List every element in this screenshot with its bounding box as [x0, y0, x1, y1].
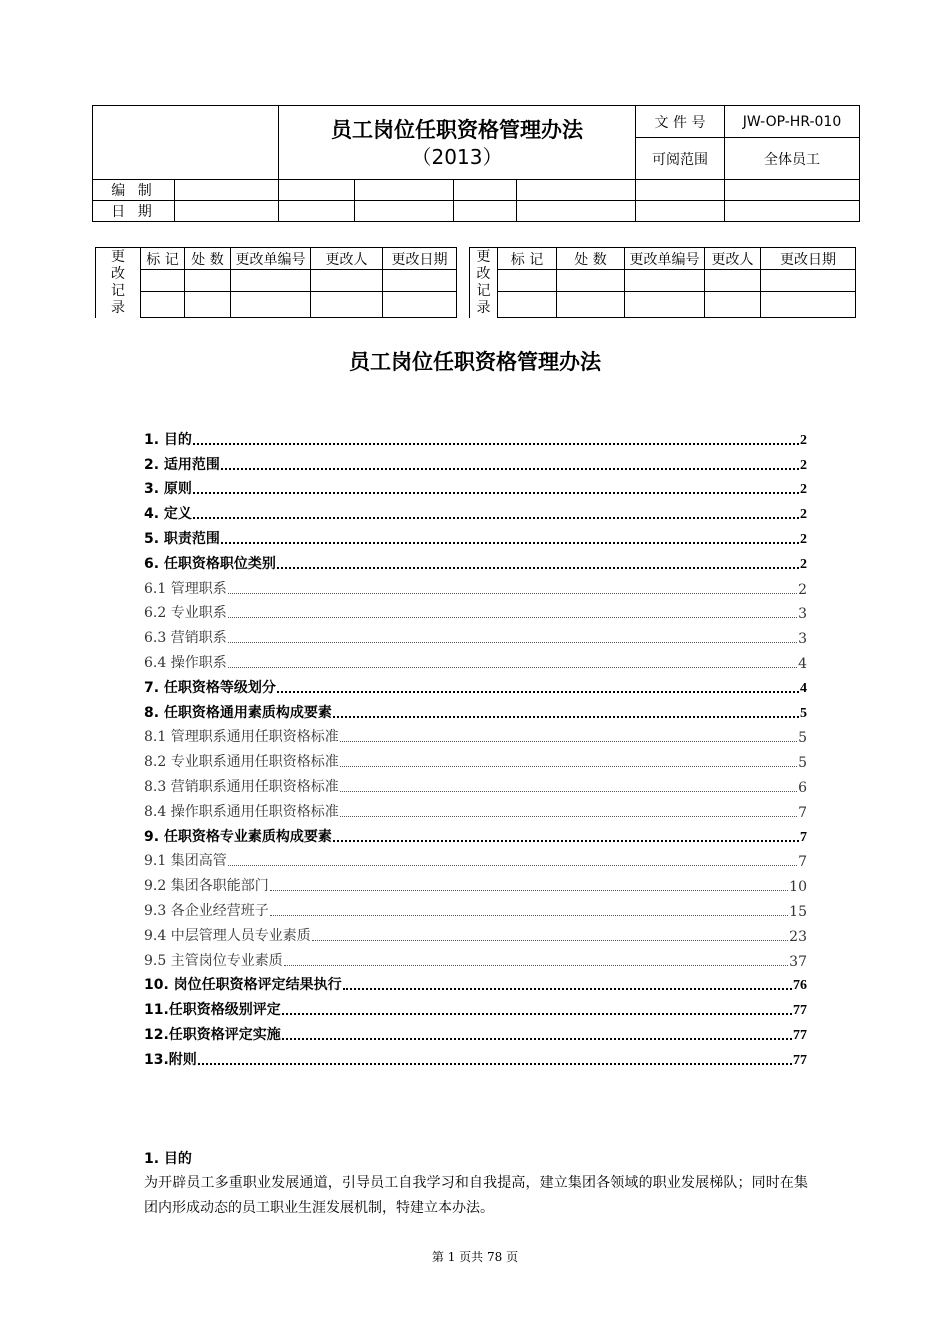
- toc-entry[interactable]: [144, 821, 807, 846]
- empty-cell: [625, 270, 705, 292]
- toc-leader-dots: [277, 566, 799, 569]
- toc-leader-dots: [333, 839, 799, 842]
- section-heading: 1. 目的: [144, 1151, 192, 1167]
- toc-leader-dots: [228, 592, 797, 594]
- toc-entry-title: 4. 定义: [144, 506, 192, 523]
- empty-cell: [311, 292, 383, 318]
- col-change-no: 更改单编号: [625, 248, 705, 270]
- empty-cell: [175, 180, 279, 201]
- empty-cell: [498, 270, 557, 292]
- change-record-side-label: [96, 248, 141, 318]
- change-record-table-left: [95, 247, 457, 318]
- toc-leader-dots: [312, 939, 788, 941]
- empty-cell: [625, 292, 705, 318]
- toc-entry-page: 2: [800, 531, 807, 547]
- col-count: 处 数: [557, 248, 625, 270]
- toc-leader-dots: [228, 864, 797, 866]
- toc-leader-dots: [340, 740, 797, 742]
- toc-entry[interactable]: [144, 722, 807, 747]
- toc-entry-page: 3: [798, 631, 807, 648]
- toc-entry-title: 8. 任职资格通用素质构成要素: [144, 704, 332, 721]
- toc-leader-dots: [221, 541, 799, 544]
- toc-entry-page: 5: [798, 730, 807, 747]
- empty-cell: [231, 270, 311, 292]
- toc-entry-page: 77: [793, 1003, 807, 1019]
- toc-leader-dots: [277, 690, 799, 693]
- toc-leader-dots: [282, 1037, 792, 1040]
- empty-cell: [517, 201, 636, 222]
- empty-cell: [636, 201, 725, 222]
- toc-entry[interactable]: [144, 548, 807, 573]
- toc-entry-page: 7: [798, 854, 807, 871]
- toc-entry[interactable]: [144, 746, 807, 771]
- toc-entry-title: 6.2 专业职系: [144, 605, 227, 622]
- toc-leader-dots: [270, 889, 788, 891]
- toc-entry[interactable]: [144, 1044, 807, 1069]
- empty-cell: [141, 292, 185, 318]
- toc-entry-title: 7. 任职资格等级划分: [144, 679, 276, 696]
- empty-cell: [355, 201, 454, 222]
- toc-entry-title: 3. 原则: [144, 481, 192, 498]
- empty-cell: [279, 180, 355, 201]
- empty-cell: [636, 180, 725, 201]
- empty-cell: [311, 270, 383, 292]
- toc-leader-dots: [193, 516, 799, 519]
- toc-entry[interactable]: [144, 523, 807, 548]
- toc-entry-title: 1. 目的: [144, 431, 192, 448]
- date-label: 日 期: [93, 201, 175, 222]
- toc-entry-title: 9.4 中层管理人员专业素质: [144, 927, 311, 944]
- side-char: 录: [111, 299, 125, 316]
- document-header-table: [92, 105, 860, 222]
- toc-entry-title: 2. 适用范围: [144, 456, 220, 473]
- toc-entry-title: 8.4 操作职系通用任职资格标准: [144, 803, 339, 820]
- toc-entry-page: 3: [798, 606, 807, 623]
- toc-entry-page: 10: [789, 879, 807, 896]
- empty-cell: [383, 270, 457, 292]
- change-record-table-right: [469, 247, 856, 318]
- toc-leader-dots: [228, 641, 797, 643]
- toc-entry-title: 5. 职责范围: [144, 530, 220, 547]
- title-cell: [279, 106, 636, 180]
- logo-cell: [93, 106, 279, 180]
- toc-leader-dots: [282, 1012, 792, 1015]
- toc-leader-dots: [228, 616, 797, 618]
- col-change-date: 更改日期: [761, 248, 856, 270]
- toc-entry-title: 6.1 管理职系: [144, 580, 227, 597]
- empty-cell: [705, 292, 761, 318]
- toc-entry-page: 2: [798, 581, 807, 598]
- toc-entry[interactable]: [144, 498, 807, 523]
- toc-entry[interactable]: [144, 945, 807, 970]
- scope-label: 可阅范围: [636, 138, 725, 180]
- toc-entry[interactable]: [144, 870, 807, 895]
- toc-leader-dots: [270, 914, 788, 916]
- toc-entry-page: 37: [789, 953, 807, 970]
- scope-value: 全体员工: [725, 138, 860, 180]
- toc-entry-title: 6.4 操作职系: [144, 654, 227, 671]
- main-title: 员工岗位任职资格管理办法: [349, 350, 601, 374]
- empty-cell: [454, 180, 517, 201]
- side-char: 记: [111, 282, 125, 299]
- toc-entry[interactable]: [144, 771, 807, 796]
- toc-entry-title: 11.任职资格级别评定: [144, 1002, 281, 1019]
- toc-entry-title: 12.任职资格评定实施: [144, 1026, 281, 1043]
- toc-entry[interactable]: [144, 449, 807, 474]
- empty-cell: [725, 201, 860, 222]
- empty-cell: [185, 270, 231, 292]
- side-char: 记: [476, 282, 491, 299]
- toc-entry[interactable]: [144, 672, 807, 697]
- toc-leader-dots: [228, 666, 797, 668]
- toc-entry-page: 2: [800, 432, 807, 448]
- toc-entry[interactable]: [144, 895, 807, 920]
- empty-cell: [185, 292, 231, 318]
- side-char: 更: [111, 248, 125, 265]
- empty-cell: [761, 292, 856, 318]
- toc-leader-dots: [340, 765, 797, 767]
- col-change-no: 更改单编号: [231, 248, 311, 270]
- toc-leader-dots: [343, 987, 792, 990]
- toc-entry[interactable]: [144, 573, 807, 598]
- toc-leader-dots: [198, 1062, 792, 1065]
- empty-cell: [175, 201, 279, 222]
- toc-entry-page: 5: [800, 705, 807, 721]
- toc-entry-page: 7: [798, 804, 807, 821]
- toc-entry-title: 13.附则: [144, 1051, 197, 1068]
- empty-cell: [383, 292, 457, 318]
- side-char: 更: [476, 248, 491, 265]
- file-no-label: 文 件 号: [636, 106, 725, 138]
- section-paragraph: 为开辟员工多重职业发展通道，引导员工自我学习和自我提高，建立集团各领域的职业发展梯队；同时在集团内形成动态的员工职业生涯发展机制，特建立本办法。: [144, 1175, 808, 1216]
- col-changer: 更改人: [705, 248, 761, 270]
- toc-entry[interactable]: [144, 920, 807, 945]
- side-char: 改: [111, 265, 125, 282]
- toc-entry[interactable]: [144, 994, 807, 1019]
- toc-entry-title: 8.3 营销职系通用任职资格标准: [144, 778, 339, 795]
- col-change-date: 更改日期: [383, 248, 457, 270]
- empty-cell: [761, 270, 856, 292]
- empty-cell: [498, 292, 557, 318]
- toc-entry[interactable]: [144, 474, 807, 499]
- document-title: 员工岗位任职资格管理办法: [331, 117, 583, 142]
- toc-entry[interactable]: [144, 598, 807, 623]
- side-char: 改: [476, 265, 491, 282]
- toc-entry[interactable]: [144, 796, 807, 821]
- empty-cell: [279, 201, 355, 222]
- toc-leader-dots: [193, 442, 799, 445]
- toc-entry-page: 77: [793, 1052, 807, 1068]
- empty-cell: [557, 292, 625, 318]
- toc-entry-title: 10. 岗位任职资格评定结果执行: [144, 977, 342, 994]
- toc-entry-title: 9.5 主管岗位专业素质: [144, 952, 283, 969]
- empty-cell: [141, 270, 185, 292]
- empty-cell: [705, 270, 761, 292]
- empty-cell: [725, 180, 860, 201]
- toc-leader-dots: [333, 715, 799, 718]
- toc-entry-page: 15: [789, 903, 807, 920]
- toc-entry-page: 6: [798, 779, 807, 796]
- toc-entry-page: 4: [798, 655, 807, 672]
- col-mark: 标 记: [498, 248, 557, 270]
- empty-cell: [454, 201, 517, 222]
- table-of-contents: [144, 424, 807, 1069]
- toc-entry-title: 8.2 专业职系通用任职资格标准: [144, 754, 339, 771]
- toc-entry-page: 7: [800, 829, 807, 845]
- empty-cell: [517, 180, 636, 201]
- toc-entry-page: 2: [800, 507, 807, 523]
- toc-leader-dots: [193, 491, 799, 494]
- side-char: 录: [476, 299, 491, 316]
- toc-leader-dots: [340, 790, 797, 792]
- toc-entry-page: 4: [800, 680, 807, 696]
- toc-entry-title: 9. 任职资格专业素质构成要素: [144, 828, 332, 845]
- toc-entry-page: 5: [798, 755, 807, 772]
- prepared-label: 编 制: [93, 180, 175, 201]
- toc-entry[interactable]: [144, 697, 807, 722]
- empty-cell: [557, 270, 625, 292]
- change-record-side-label: [470, 248, 498, 318]
- document-year: （2013）: [411, 144, 503, 169]
- toc-entry-title: 9.3 各企业经营班子: [144, 902, 269, 919]
- toc-leader-dots: [221, 467, 799, 470]
- toc-entry-page: 2: [800, 556, 807, 572]
- toc-entry[interactable]: [144, 622, 807, 647]
- toc-leader-dots: [284, 964, 788, 966]
- toc-entry[interactable]: [144, 647, 807, 672]
- toc-entry[interactable]: [144, 970, 807, 995]
- toc-entry-title: 8.1 管理职系通用任职资格标准: [144, 729, 339, 746]
- toc-entry-title: 9.2 集团各职能部门: [144, 878, 269, 895]
- empty-cell: [231, 292, 311, 318]
- toc-entry-title: 6. 任职资格职位类别: [144, 555, 276, 572]
- toc-entry-page: 2: [800, 482, 807, 498]
- toc-entry-page: 2: [800, 457, 807, 473]
- toc-entry-title: 9.1 集团高管: [144, 853, 227, 870]
- toc-entry-page: 77: [793, 1027, 807, 1043]
- file-no-value: JW-OP-HR-010: [725, 106, 860, 138]
- empty-cell: [355, 180, 454, 201]
- toc-leader-dots: [340, 815, 797, 817]
- col-count: 处 数: [185, 248, 231, 270]
- toc-entry-page: 76: [793, 978, 807, 994]
- page-footer: 第 1 页共 78 页: [431, 1250, 519, 1264]
- col-changer: 更改人: [311, 248, 383, 270]
- toc-entry-page: 23: [789, 928, 807, 945]
- toc-entry[interactable]: [144, 424, 807, 449]
- toc-entry-title: 6.3 营销职系: [144, 630, 227, 647]
- col-mark: 标 记: [141, 248, 185, 270]
- toc-entry[interactable]: [144, 1019, 807, 1044]
- toc-entry[interactable]: [144, 846, 807, 871]
